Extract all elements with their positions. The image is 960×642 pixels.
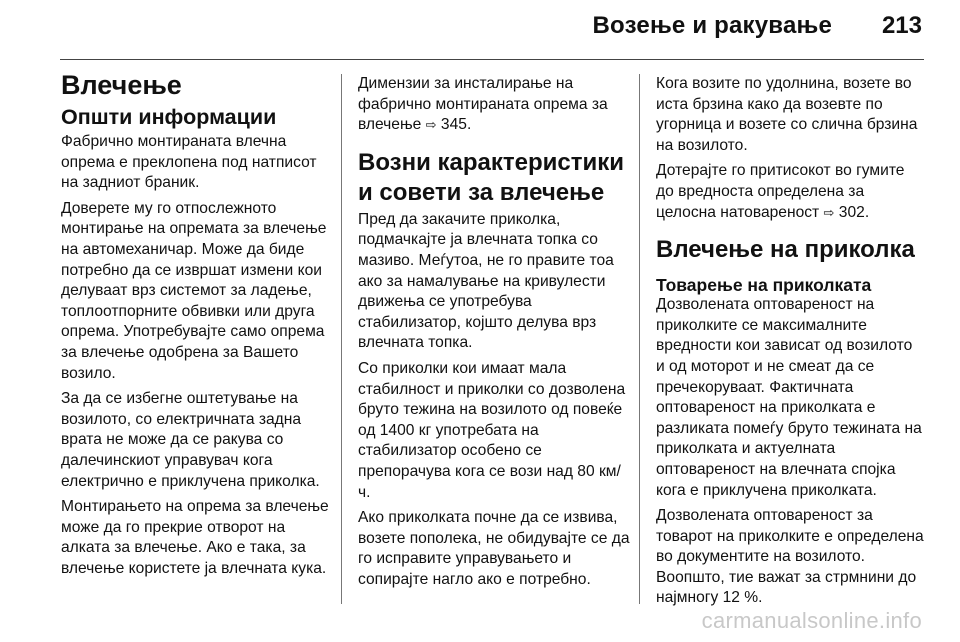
section-subheading: Товарење на приколката <box>656 275 872 296</box>
section-title: Влечење <box>61 70 182 100</box>
paragraph-with-reference <box>656 161 924 223</box>
page-reference[interactable]: 302. <box>838 203 870 221</box>
section-heading: Влечење на приколка <box>656 236 915 264</box>
paragraph: Фабрично монтираната влечна опрема е преклопена под натписот на задниот браник. <box>61 133 317 192</box>
column-divider <box>639 74 640 604</box>
paragraph: Кога возите по удолнина, возете во иста брзина како да возевте по угорница и возете со слична брзина на возилото. <box>656 75 918 154</box>
paragraph: Со приколки кои имаат мала стабилност и приколки со дозволена бруто тежина на возилото од повеќе од 1400 кг употребата на стабилизатор особено се препорачува кога се вози над 80 км/ч. <box>358 359 626 501</box>
page-reference[interactable]: 345. <box>440 116 472 134</box>
column-2 <box>358 74 633 595</box>
column-3 <box>656 74 924 614</box>
column-1 <box>61 68 331 584</box>
column-divider <box>341 74 342 604</box>
paragraph: За да се избегне оштетување на возилото, со електричната задна врата не може да се ракува со далечинскиот управувач кога електрично е приклучена приколка. <box>61 390 320 490</box>
reference-arrow-icon: ⇨ <box>425 117 437 133</box>
page-number: 213 <box>881 12 922 39</box>
paragraph-with-reference <box>358 74 633 136</box>
section-heading: Возни карактеристики и совети за влечење <box>358 148 625 206</box>
header-rule <box>60 59 924 60</box>
paragraph: Монтирањето на опрема за влечење може да го прекрие отворот на алката за влечење. Ако е така, за влечење користете ја влечната кука. <box>61 498 329 577</box>
paragraph-text: Дотерајте го притисокот во гумите до вредноста определена за целосна натовареност <box>656 162 905 221</box>
paragraph: Ако приколката почне да се извива, возете пополека, не обидувајте се да го исправите управувањето и сопирајте нагло ако е потребно. <box>358 509 630 588</box>
paragraph: Доверете му го отпослежното монтирање на опремата за влечење на автомеханичар. Може да биде потребно да се извршат измени кои делуваат врз системот за ладење, топлоотпорните обвивки или друга опрема. Употребувајте само опрема за влечење одобрена за Вашето возило. <box>61 199 327 382</box>
page-header <box>0 0 960 60</box>
paragraph: Дозволената оптовареност за товарот на приколките е определена во документите на возилото. Воопшто, тие важат за стрмнини до најмногу 12 %. <box>656 507 924 607</box>
paragraph: Дозволената оптовареност на приколките се максималните вредности кои зависат од возилото и од моторот и не смеат да се пречекоруваат. Фактичната оптовареност на приколката е разликата помеѓу бруто тежината на приколката и актуелната оптовареност на влечната спојка кога е приклучена приколката. <box>656 296 922 499</box>
header-title: Возење и ракување <box>592 12 832 39</box>
reference-arrow-icon: ⇨ <box>823 204 835 220</box>
paragraph: Пред да закачите приколка, подмачкајте ја влечната топка со мазиво. Меѓутоа, не го правите тоа ако за намалување на кривулести движења се употребува стабилизатор, којшто делува врз влечната топка. <box>358 210 614 352</box>
watermark: carmanualsonline.info <box>701 608 922 633</box>
paragraph-text: Димензии за инсталирање на фабрично монтираната опрема за влечење <box>358 75 608 134</box>
section-subtitle: Општи информации <box>61 105 277 129</box>
